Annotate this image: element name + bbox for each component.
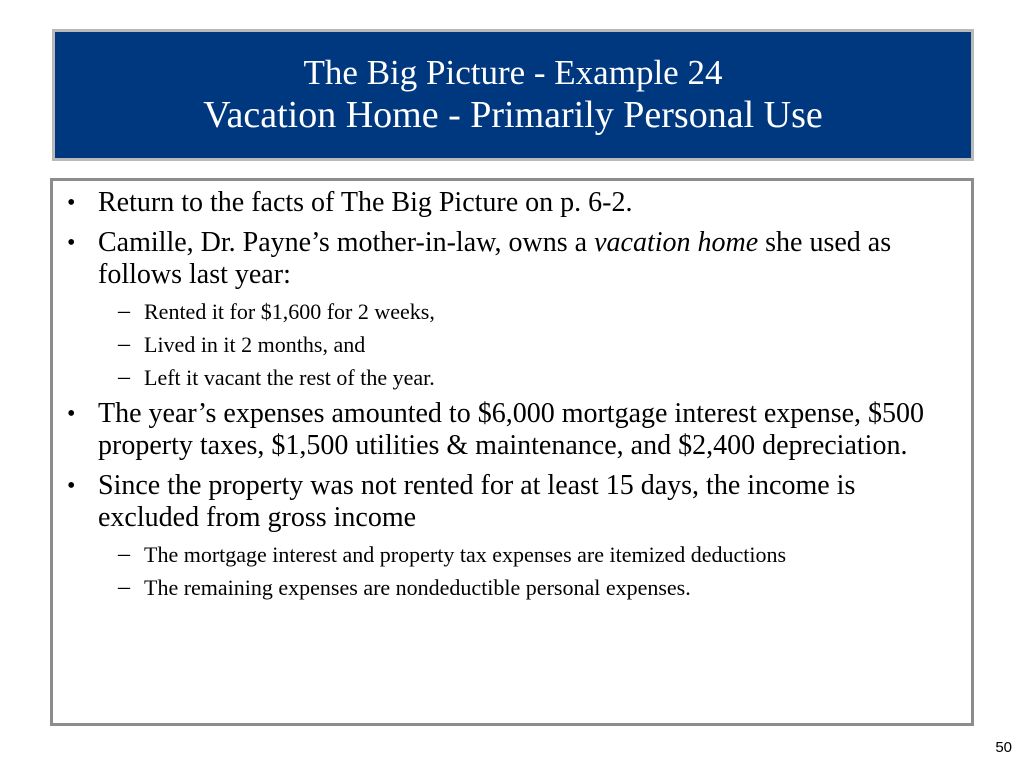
- bullet-item: [67, 398, 943, 462]
- title-banner: [52, 29, 974, 161]
- bullet-text: Return to the facts of The Big Picture on p. 6-2.: [98, 187, 633, 218]
- sub-marker: –: [118, 574, 130, 600]
- sub-item: [118, 364, 943, 390]
- bullet-emphasis: vacation home: [594, 227, 759, 258]
- sub-marker: –: [118, 298, 130, 324]
- sub-text: The remaining expenses are nondeductible personal expenses.: [144, 575, 691, 600]
- bullet-marker: •: [67, 190, 76, 216]
- slide-subtitle: Vacation Home - Primarily Personal Use: [203, 94, 823, 136]
- slide-title: The Big Picture - Example 24: [303, 53, 723, 92]
- slide-number: 50: [995, 739, 1012, 756]
- bullet-marker: •: [67, 401, 76, 427]
- sub-marker: –: [118, 541, 130, 567]
- sub-item: [118, 574, 943, 600]
- sub-list: [98, 542, 943, 600]
- bullet-text: Camille, Dr. Payne’s mother-in-law, owns a: [98, 227, 595, 258]
- content-panel: [50, 178, 974, 726]
- bullet-marker: •: [67, 473, 76, 499]
- sub-marker: –: [118, 364, 130, 390]
- bullet-marker: •: [67, 230, 76, 256]
- sub-text: Lived in it 2 months, and: [144, 332, 366, 357]
- sub-marker: –: [118, 331, 130, 357]
- bullet-list: [53, 181, 971, 600]
- bullet-item: [67, 187, 943, 219]
- sub-item: [118, 298, 943, 324]
- sub-list: [98, 299, 943, 390]
- bullet-text: she used as follows last year:: [98, 227, 892, 290]
- sub-text: Rented it for $1,600 for 2 weeks,: [144, 299, 435, 324]
- sub-text: The mortgage interest and property tax expenses are itemized deductions: [144, 542, 787, 567]
- bullet-item: [67, 470, 943, 600]
- sub-item: [118, 331, 943, 357]
- bullet-text: Since the property was not rented for at least 15 days, the income is excluded from gross income: [98, 470, 856, 533]
- bullet-text: The year’s expenses amounted to $6,000 mortgage interest expense, $500 property taxes, $1,500 utilities & maintenance, and $2,400 depreciation.: [98, 398, 925, 461]
- sub-item: [118, 541, 943, 567]
- bullet-item: [67, 227, 943, 390]
- sub-text: Left it vacant the rest of the year.: [144, 365, 435, 390]
